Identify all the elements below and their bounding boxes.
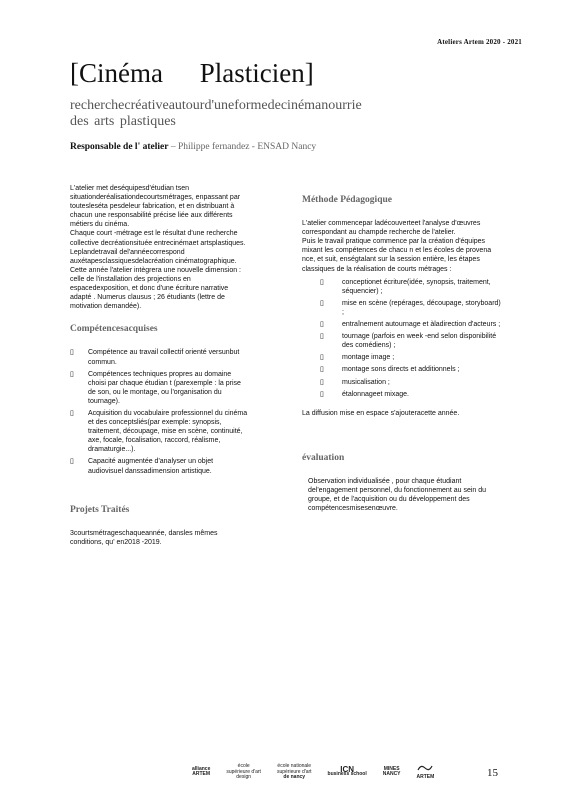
projets-heading: Projets Traités [70,504,130,515]
projets-text: 3courtsmétrageschaqueannée, dansles mêmes conditions, qu' en2018 -2019. [70,529,218,546]
footer-logos [192,764,434,781]
responsable-line [70,142,316,152]
intro-paragraph: Cette année l'atelier intègrera une nouvelle dimension : celle de l'installation des projections en espacedexposition, et donc d'une écriture narrative adapté . Numerus clausus ; 26 étudiants (lettre de motivation demandée). [70,266,242,311]
responsable-value: – Philippe fernandez - ENSAD Nancy [170,142,317,152]
page-header: Ateliers Artem 2020 - 2021 [437,38,522,46]
list-item: ▯ étalonnageet mixage. [320,390,502,399]
methode-steps-list [302,278,502,399]
list-item: ▯ Acquisition du vocabulaire professionnel du cinéma et des conceptsliés(par exemple: synopsis, traitement, découpage, mise en scène, continuité, axe, focale, focalisation, raccord, réalisme, dramaturgie...). [70,409,248,454]
list-item: ▯ conceptionet écriture(idée, synopsis, traitement, séquencier) ; [320,278,502,296]
ecole-design-logo: école supérieure d'art design [226,763,261,780]
list-item: ▯ Compétence au travail collectif orienté versunbut commun. [70,348,248,366]
methode-outro: La diffusion mise en espace s'ajouteracette année. [302,409,460,417]
responsable-label: Responsable de l' atelier [70,142,169,152]
list-item: ▯ montage sons directs et additionnels ; [320,365,502,374]
artem-logo: ARTEM [417,764,435,780]
left-column [70,184,248,547]
page-number: 15 [487,767,498,779]
icn-logo: ICN business school [327,764,367,778]
evaluation-heading: évaluation [302,452,345,463]
alliance-artem-logo: alliance ARTEM [192,765,211,778]
competences-heading: Compétencesacquises [70,324,158,335]
mines-nancy-logo: MINES NANCY [382,765,401,778]
intro-paragraph: Chaque court -métrage est le résultat d'une recherche collective decréationsituée entrecinémaet artsplastiques. Leplandetravail del'annéecorrespond auxétapesclassiquesdelacréation cinématographique. [70,230,246,265]
list-item: ▯ musicalisation ; [320,378,502,387]
artem-wave-icon [417,764,433,772]
competences-list [70,348,248,475]
methode-heading: Méthode Pédagogique [302,195,392,205]
list-item: ▯ entraînement autournage et àladirection d'acteurs ; [320,320,502,329]
ensad-nancy-logo: école nationale supérieure d'art de nancy [276,763,312,780]
page-subtitle: recherchecréativeautourd'uneformedecinémanourrie des arts plastiques [70,98,362,129]
list-item: ▯ mise en scène (repérages, découpage, storyboard) ; [320,299,502,317]
intro-paragraph: L'atelier met deséquipesd'étudian tsen situationderéalisationdecourtsmétrages, enpassant par toutesleséta pesdeleur fabrication, et en distribuant à chacun une responsabilité précise liée aux différents métiers du cinéma. [70,185,241,229]
list-item: ▯ Compétences techniques propres au domaine choisi par chaque étudian t (parexemple : la prise de son, ou le montage, ou l'organisation du tournage). [70,370,248,406]
right-column [302,196,502,513]
list-item: ▯ Capacité augmentée d'analyser un objet audiovisuel danssadimension artistique. [70,457,248,475]
list-item: ▯ montage image ; [320,353,502,362]
methode-intro-2: Puis le travail pratique commence par la création d'équipes mixant les compétences de chacu n et les écoles de provena nce, et suit, enségtalant sur la session entière, les étapes classiques de la réalisation de courts métrages : [302,238,492,273]
list-item: ▯ tournage (parfois en week -end selon disponibilité des comédiens) ; [320,332,502,350]
methode-intro: L'atelier commencepar ladécouverteet l'analyse d'œuvres correspondant au champde recherche de l'atelier. [302,220,481,237]
page-title: [Cinéma Plasticien] [70,58,314,88]
evaluation-text: Observation individualisée , pour chaque étudiant del'engagement personnel, du fonctionnement au sein du groupe, et de l'acquisition ou du développement des compétencesmisesenœuvre. [308,477,487,513]
